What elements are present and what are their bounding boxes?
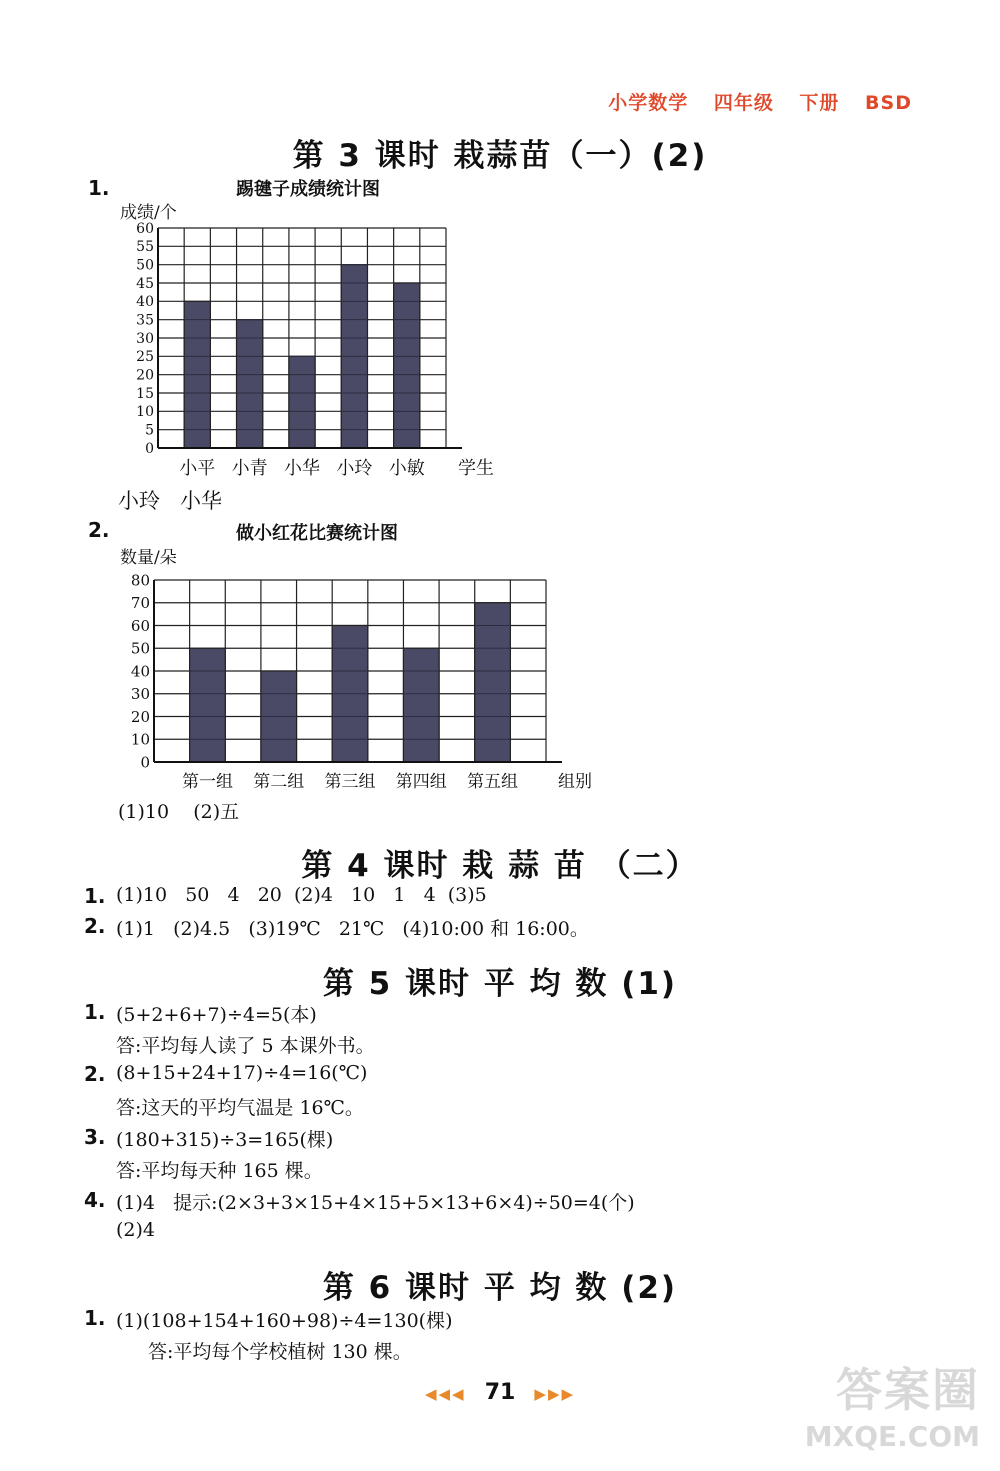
- y-tick-label: 0: [140, 753, 150, 772]
- question-number: 4.: [84, 1188, 106, 1212]
- chart-title-flowers: 做小红花比赛统计图: [236, 523, 398, 544]
- y-tick-label: 80: [130, 571, 150, 590]
- question-number: 1.: [88, 176, 110, 200]
- y-tick-label: 15: [136, 385, 154, 402]
- chart-ylabel-jianzi: 成绩/个: [120, 203, 177, 223]
- chart-ylabel-flowers: 数量/朵: [120, 548, 177, 568]
- section-title-lesson-3: 第 3 课时 栽蒜苗（一）(2): [292, 138, 708, 174]
- y-tick-label: 10: [136, 404, 154, 421]
- y-tick-label: 30: [130, 685, 150, 703]
- x-tick-label: 第一组: [181, 772, 233, 792]
- answer-text: 小玲 小华: [118, 489, 223, 513]
- x-tick-label: 第三组: [324, 772, 376, 792]
- answer-text: (8+15+24+17)÷4=16(℃): [116, 1062, 368, 1084]
- x-tick-label: 第四组: [395, 772, 447, 792]
- x-tick-label: 小青: [231, 458, 268, 479]
- answer-text: 答:平均每天种 165 棵。: [116, 1160, 323, 1182]
- bar: [289, 356, 315, 448]
- answer-text: (5+2+6+7)÷4=5(本): [116, 1004, 317, 1026]
- question-number: 1.: [84, 884, 106, 908]
- question-number: 1.: [84, 1000, 106, 1024]
- y-tick-label: 55: [136, 239, 154, 256]
- y-tick-label: 60: [130, 616, 150, 635]
- answer-text: (2)4: [116, 1219, 156, 1241]
- answer-text: (1)4 提示:(2×3+3×15+4×15+5×13+6×4)÷50=4(个): [116, 1192, 635, 1214]
- watermark-url: MXQE.COM: [804, 1420, 980, 1453]
- chart-title-jianzi: 踢毽子成绩统计图: [236, 179, 380, 200]
- x-tick-label: 第二组: [253, 772, 305, 792]
- right-arrows-icon: ▶▶▶: [534, 1385, 576, 1403]
- y-tick-label: 20: [130, 707, 150, 726]
- answer-text: (1)10 50 4 20 (2)4 10 1 4 (3)5: [116, 884, 487, 906]
- x-tick-label: 小敏: [388, 458, 425, 479]
- question-number: 3.: [84, 1125, 106, 1149]
- answer-text: 答:平均每人读了 5 本课外书。: [116, 1035, 375, 1057]
- header-tag: 小学数学 四年级 下册 BSD: [608, 92, 912, 114]
- watermark: [805, 1354, 980, 1453]
- x-tick-label: 小玲: [336, 458, 373, 479]
- y-tick-label: 60: [136, 220, 154, 237]
- section-title-lesson-4: 第 4 课时 栽 蒜 苗 （二）: [301, 848, 699, 884]
- page-number: 71: [484, 1380, 516, 1405]
- x-axis-label: 学生: [458, 458, 494, 479]
- answer-text: (180+315)÷3=165(棵): [116, 1129, 334, 1151]
- section-title-lesson-5: 第 5 课时 平 均 数 (1): [322, 966, 678, 1002]
- x-axis-label: 组别: [558, 772, 592, 792]
- y-tick-label: 20: [136, 367, 154, 384]
- question-number: 2.: [84, 1062, 106, 1086]
- y-tick-label: 45: [136, 275, 154, 292]
- y-tick-label: 40: [136, 294, 154, 311]
- y-tick-label: 30: [136, 330, 154, 347]
- answer-text: (1)1 (2)4.5 (3)19℃ 21℃ (4)10:00 和 16:00。: [116, 918, 589, 940]
- x-tick-label: 小华: [284, 458, 320, 479]
- y-tick-label: 50: [130, 639, 150, 658]
- bar-chart-jianzi: [110, 218, 510, 484]
- answer-text: 答:这天的平均气温是 16℃。: [116, 1097, 364, 1119]
- bar: [394, 283, 420, 448]
- bar: [475, 603, 511, 762]
- section-title-lesson-6: 第 6 课时 平 均 数 (2): [322, 1270, 678, 1306]
- y-tick-label: 50: [136, 257, 154, 274]
- question-number: 1.: [84, 1306, 106, 1330]
- bar: [403, 648, 439, 762]
- left-arrows-icon: ◀◀◀: [424, 1385, 466, 1403]
- answer-text: 答:平均每个学校植树 130 棵。: [148, 1341, 412, 1363]
- question-number: 2.: [88, 518, 110, 542]
- answer-text: (1)(108+154+160+98)÷4=130(棵): [116, 1310, 453, 1332]
- bar: [237, 320, 263, 448]
- answer-text: (1)10 (2)五: [118, 801, 240, 823]
- watermark-logo: 答案圈: [836, 1363, 980, 1417]
- y-tick-label: 70: [130, 594, 150, 612]
- x-tick-label: 第五组: [467, 772, 519, 792]
- question-number: 2.: [84, 914, 106, 938]
- y-tick-label: 0: [145, 440, 154, 457]
- y-tick-label: 40: [130, 662, 150, 681]
- y-tick-label: 35: [136, 312, 154, 329]
- bar-chart-flowers: [110, 566, 600, 798]
- x-tick-label: 小平: [179, 458, 216, 479]
- y-tick-label: 5: [145, 422, 154, 439]
- bar: [190, 648, 226, 762]
- y-tick-label: 25: [136, 349, 154, 366]
- y-tick-label: 10: [130, 730, 150, 749]
